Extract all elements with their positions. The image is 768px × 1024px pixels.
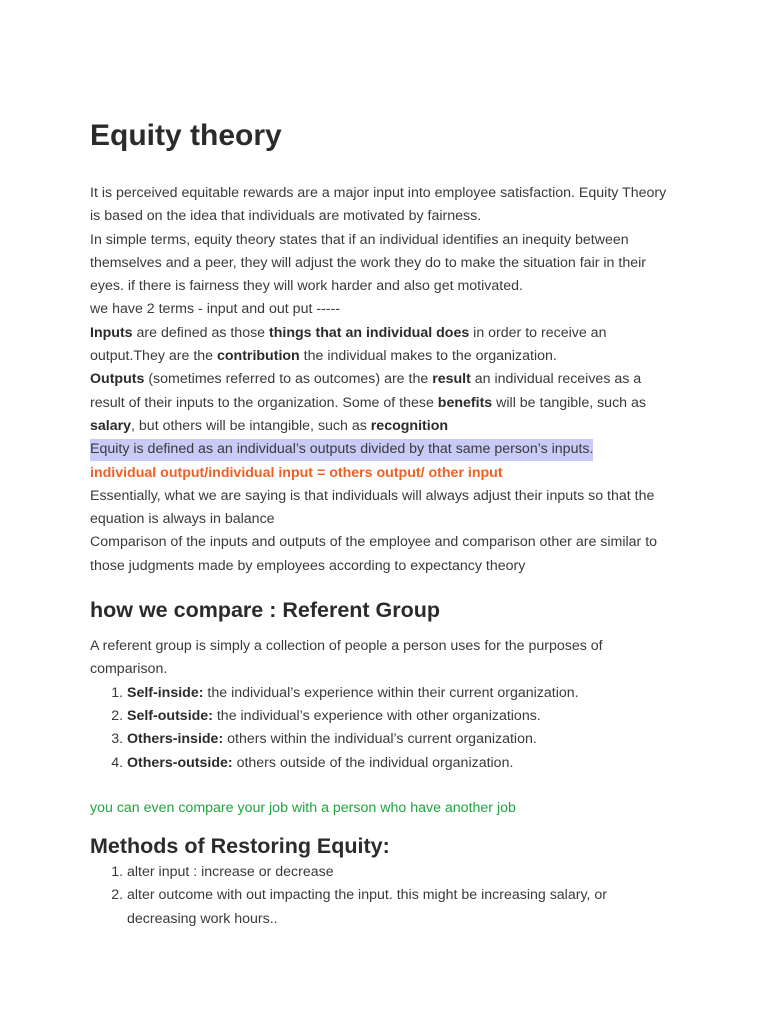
intro-paragraph-2: In simple terms, equity theory states that if an individual identifies an inequity between themselves and a peer, they will adjust the work they do to make the situation fair in their eyes. if there is fairness they will work harder and also get motivated. [90,231,646,295]
inputs-text-3: the individual makes to the organization. [299,348,557,365]
outputs-text-3: will be tangible, such as [492,394,646,411]
outputs-term: Outputs [90,371,145,388]
list-item-text: the individual’s experience within their current organization. [203,684,579,701]
outputs-bold-3: salary [90,417,132,434]
inputs-bold-2: contribution [216,348,300,365]
highlighted-text: Equity is defined as an individual’s outputs divided by that same person’s inputs. [90,439,593,461]
inputs-term: Inputs [90,324,133,341]
outputs-text-2: an individual receives as a result of their inputs to the organization. Some of these [90,371,642,411]
comparison-paragraph: Comparison of the inputs and outputs of the employee and comparison other are similar to those judgments made by employees according to expectancy theory [90,534,658,574]
list-item [127,752,678,775]
essentially-paragraph: Essentially, what we are saying is that individuals will always adjust their inputs so that the equation is always in balance [90,487,655,528]
list-item-term: Self-outside: [127,707,213,724]
page-title: Equity theory [90,119,282,152]
methods-list [90,861,678,931]
outputs-bold-1: result [432,371,471,388]
list-item [127,705,678,728]
inputs-bold-1: things that an individual does [269,324,470,341]
methods-heading: Methods of Restoring Equity: [90,834,390,859]
outputs-bold-4: recognition [370,417,449,434]
inputs-text-2: in order to receive an output.They are the [90,324,607,365]
highlight-paragraph [90,438,678,461]
list-item-text: others outside of the individual organization. [232,754,514,771]
document-content [90,115,678,931]
list-item-term: Others-inside: [127,731,224,748]
list-item [127,682,678,705]
green-note: you can even compare your job with a person who have another job [90,799,516,816]
inputs-text-1: are defined as those [132,324,270,341]
referent-intro: A referent group is simply a collection of people a person uses for the purposes of comparison. [90,638,603,678]
list-item-term: Self-inside: [127,684,204,701]
referent-list [90,682,678,775]
outputs-text-1: (sometimes referred to as outcomes) are the [144,371,433,388]
formula-line: individual output/individual input = others output/ other input [90,464,503,481]
list-item: 1. alter input : increase or decrease [127,861,678,884]
intro-paragraph-3: we have 2 terms - input and out put ----- [90,301,340,318]
inputs-paragraph [90,322,678,369]
list-item-text: the individual’s experience with other organizations. [212,707,541,724]
list-item [127,728,678,751]
outputs-bold-2: benefits [437,394,493,411]
list-item-text: others within the individual’s current organization. [223,731,537,748]
referent-heading: how we compare : Referent Group [90,598,441,623]
list-item: 2. alter outcome with out impacting the input. this might be increasing salary, or decreasing work hours.. [127,884,678,931]
outputs-text-4: , but others will be intangible, such as [131,417,371,434]
outputs-paragraph [90,368,678,438]
list-item-term: Others-outside: [127,754,233,771]
intro-paragraph-1: It is perceived equitable rewards are a major input into employee satisfaction. Equity Theory is based on the idea that individuals are motivated by fairness. [90,185,667,225]
